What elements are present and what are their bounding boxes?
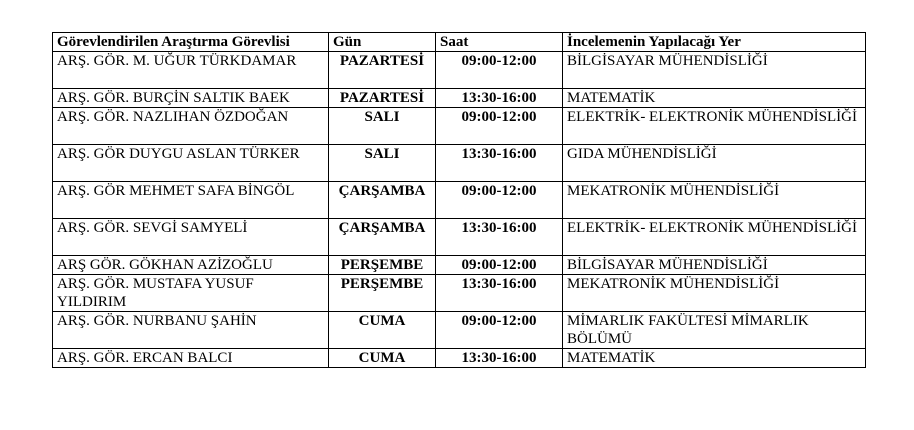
- cell-place: MATEMATİK: [563, 89, 866, 108]
- table-row: [53, 52, 866, 89]
- cell-time: 09:00-12:00: [436, 256, 563, 275]
- table-row: [53, 108, 866, 145]
- cell-place: MEKATRONİK MÜHENDİSLİĞİ: [563, 182, 866, 219]
- cell-day: CUMA: [329, 349, 436, 368]
- cell-day: ÇARŞAMBA: [329, 182, 436, 219]
- cell-time: 13:30-16:00: [436, 275, 563, 312]
- cell-name: ARŞ. GÖR. NAZLIHAN ÖZDOĞAN: [53, 108, 329, 145]
- cell-name: ARŞ. GÖR. ERCAN BALCI: [53, 349, 329, 368]
- cell-name: ARŞ. GÖR. BURÇİN SALTIK BAEK: [53, 89, 329, 108]
- cell-day: ÇARŞAMBA: [329, 219, 436, 256]
- cell-place: BİLGİSAYAR MÜHENDİSLİĞİ: [563, 256, 866, 275]
- cell-name: ARŞ. GÖR. MUSTAFA YUSUF YILDIRIM: [53, 275, 329, 312]
- cell-day: PAZARTESİ: [329, 52, 436, 89]
- table-row: [53, 256, 866, 275]
- cell-time: 09:00-12:00: [436, 52, 563, 89]
- table-row: [53, 219, 866, 256]
- cell-time: 13:30-16:00: [436, 145, 563, 182]
- cell-time: 09:00-12:00: [436, 108, 563, 145]
- cell-place: MİMARLIK FAKÜLTESİ MİMARLIK BÖLÜMÜ: [563, 312, 866, 349]
- header-name: Görevlendirilen Araştırma Görevlisi: [53, 33, 329, 52]
- cell-time: 13:30-16:00: [436, 219, 563, 256]
- cell-day: PERŞEMBE: [329, 275, 436, 312]
- cell-place: MATEMATİK: [563, 349, 866, 368]
- cell-time: 13:30-16:00: [436, 349, 563, 368]
- cell-name: ARŞ. GÖR. NURBANU ŞAHİN: [53, 312, 329, 349]
- table-row: [53, 275, 866, 312]
- cell-day: CUMA: [329, 312, 436, 349]
- cell-name: ARŞ GÖR. GÖKHAN AZİZOĞLU: [53, 256, 329, 275]
- cell-place: ELEKTRİK- ELEKTRONİK MÜHENDİSLİĞİ: [563, 108, 866, 145]
- cell-time: 09:00-12:00: [436, 312, 563, 349]
- table-header-row: [53, 33, 866, 52]
- cell-day: SALI: [329, 145, 436, 182]
- cell-name: ARŞ. GÖR DUYGU ASLAN TÜRKER: [53, 145, 329, 182]
- header-place: İncelemenin Yapılacağı Yer: [563, 33, 866, 52]
- cell-place: ELEKTRİK- ELEKTRONİK MÜHENDİSLİĞİ: [563, 219, 866, 256]
- cell-time: 09:00-12:00: [436, 182, 563, 219]
- cell-name: ARŞ. GÖR. SEVGİ SAMYELİ: [53, 219, 329, 256]
- cell-place: GIDA MÜHENDİSLİĞİ: [563, 145, 866, 182]
- table-row: [53, 312, 866, 349]
- table-row: [53, 145, 866, 182]
- header-time: Saat: [436, 33, 563, 52]
- cell-name: ARŞ. GÖR MEHMET SAFA BİNGÖL: [53, 182, 329, 219]
- cell-place: MEKATRONİK MÜHENDİSLİĞİ: [563, 275, 866, 312]
- cell-place: BİLGİSAYAR MÜHENDİSLİĞİ: [563, 52, 866, 89]
- header-day: Gün: [329, 33, 436, 52]
- cell-name: ARŞ. GÖR. M. UĞUR TÜRKDAMAR: [53, 52, 329, 89]
- table-row: [53, 182, 866, 219]
- cell-day: PAZARTESİ: [329, 89, 436, 108]
- table-row: [53, 349, 866, 368]
- cell-day: SALI: [329, 108, 436, 145]
- assignment-table: [52, 32, 866, 368]
- table-row: [53, 89, 866, 108]
- cell-time: 13:30-16:00: [436, 89, 563, 108]
- cell-day: PERŞEMBE: [329, 256, 436, 275]
